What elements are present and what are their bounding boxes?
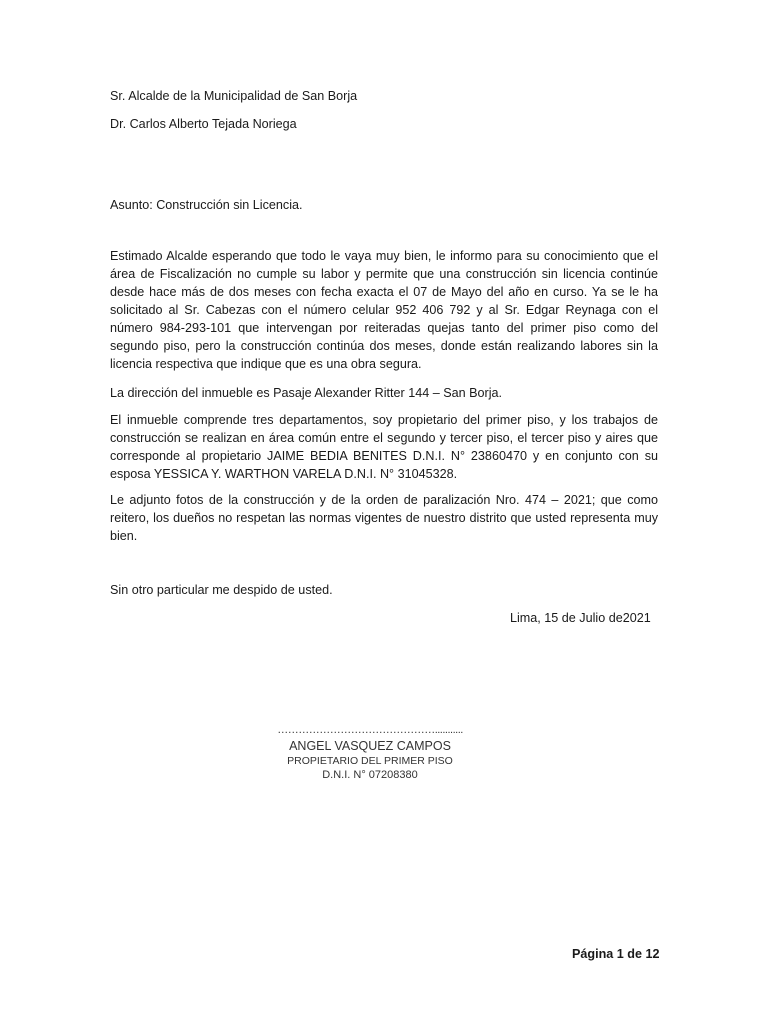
body-paragraph-4: Le adjunto fotos de la construcción y de la orden de paralización Nro. 474 – 2021; que como reitero, los dueños no respetan las normas vigentes de nuestro distrito que usted representa muy bien. <box>110 493 658 543</box>
recipient-name: Dr. Carlos Alberto Tejada Noriega <box>110 117 297 131</box>
body-paragraph-2: La dirección del inmueble es Pasaje Alexander Ritter 144 – San Borja. <box>110 386 503 400</box>
closing-line: Sin otro particular me despido de usted. <box>110 583 333 597</box>
place-date: Lima, 15 de Julio de2021 <box>510 611 651 625</box>
subject-line: Asunto: Construcción sin Licencia. <box>110 198 303 212</box>
body-paragraph-1: Estimado Alcalde esperando que todo le vaya muy bien, le informo para su conocimiento que el área de Fiscalización no cumple su labor y permite que una construcción sin licencia continúe desde hace más de dos meses con fecha exacta el 07 de Mayo del año en curso. Ya se le ha solicitado al Sr. Cabezas con el número celular 952 406 792 y al Sr. Edgar Reynaga con el número 984-293-101 que intervengan por reiteradas quejas tanto del primer piso como del segundo piso, pero la construcción continúa dos meses, donde están realizando labores sin la licencia respectiva que indique que es una obra segura. <box>110 249 658 371</box>
page-number: Página 1 de 12 <box>572 947 660 961</box>
signer-name: ANGEL VASQUEZ CAMPOS <box>289 739 451 753</box>
signer-role: PROPIETARIO DEL PRIMER PISO <box>287 755 453 767</box>
body-paragraph-3: El inmueble comprende tres departamentos, soy propietario del primer piso, y los trabajos de construcción se realizan en área común entre el segundo y tercer piso, el tercer piso y aires que corresponde al propietario JAIME BEDIA BENITES D.N.I. N° 23860470 y en conjunto con su esposa YESSICA Y. WARTHON VARELA D.N.I. N° 31045328. <box>110 413 658 481</box>
recipient-title: Sr. Alcalde de la Municipalidad de San Borja <box>110 89 358 103</box>
signer-dni: D.N.I. N° 07208380 <box>322 769 418 781</box>
signature-line: ………………………………………........... <box>277 724 463 736</box>
